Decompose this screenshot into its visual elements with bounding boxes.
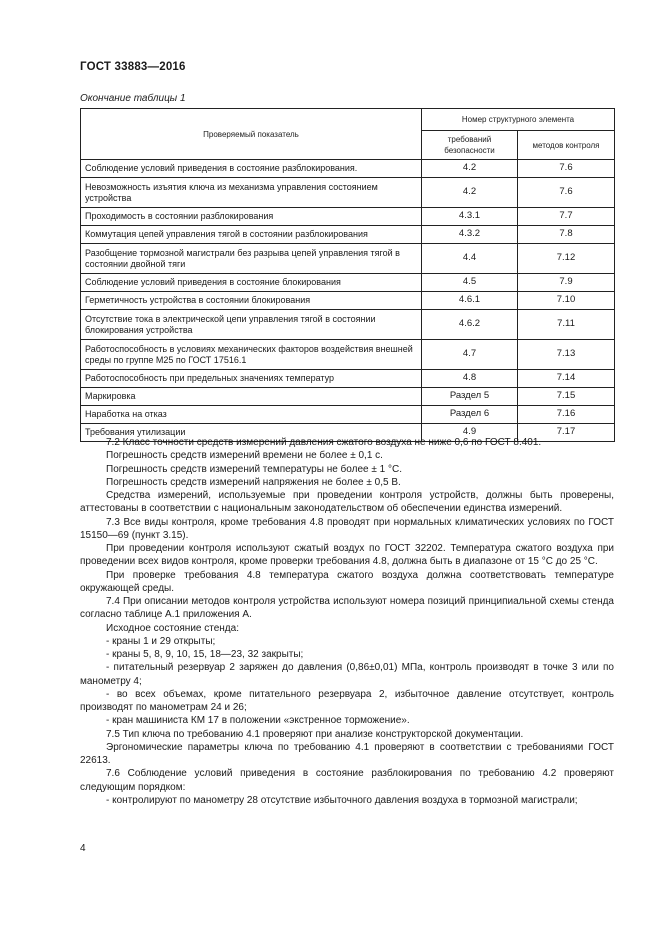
- requirement-cell: Раздел 6: [422, 406, 518, 424]
- list-item: - краны 1 и 29 открыты;: [106, 635, 216, 647]
- indicator-cell: Коммутация цепей управления тягой в состоянии разблокирования: [81, 226, 422, 244]
- paragraph: Средства измерений, используемые при проведении контроля устройств, должны быть проверены, аттестованы в соответствии с национальным законодательством об обеспечении единства измерений.: [80, 490, 614, 515]
- column-header-group: Номер структурного элемента: [422, 109, 615, 131]
- list-item: - контролируют по манометру 28 отсутствие избыточного давления воздуха в тормозной магистрали;: [106, 794, 578, 806]
- indicator-cell: Разобщение тормозной магистрали без разрыва цепей управления тягой в состоянии двойной тяги: [81, 244, 422, 274]
- indicator-cell: Соблюдение условий приведения в состояние разблокирования.: [81, 160, 422, 178]
- requirement-cell: 4.6.1: [422, 292, 518, 310]
- requirement-cell: Раздел 5: [422, 388, 518, 406]
- requirement-cell: 4.9: [422, 424, 518, 442]
- paragraph: Погрешность средств измерений температуры не более ± 1 °С.: [106, 463, 402, 475]
- table-row: [81, 370, 615, 388]
- body-text: [80, 436, 614, 807]
- requirement-cell: 4.7: [422, 340, 518, 370]
- table-row: [81, 388, 615, 406]
- indicator-cell: Работоспособность при предельных значениях температур: [81, 370, 422, 388]
- method-cell: 7.12: [518, 244, 615, 274]
- method-cell: 7.11: [518, 310, 615, 340]
- column-header-methods: методов контроля: [518, 131, 615, 160]
- method-cell: 7.17: [518, 424, 615, 442]
- requirement-cell: 4.8: [422, 370, 518, 388]
- indicator-cell: Наработка на отказ: [81, 406, 422, 424]
- indicator-cell: Герметичность устройства в состоянии блокирования: [81, 292, 422, 310]
- paragraph: Погрешность средств измерений времени не более ± 0,1 с.: [106, 450, 383, 462]
- list-item: - краны 5, 8, 9, 10, 15, 18—23, 32 закрыты;: [106, 649, 304, 660]
- paragraph: Погрешность средств измерений напряжения не более ± 0,5 В.: [106, 476, 401, 488]
- method-cell: 7.6: [518, 160, 615, 178]
- method-cell: 7.14: [518, 370, 615, 388]
- indicator-cell: Невозможность изъятия ключа из механизма управления состоянием устройства: [81, 178, 422, 208]
- list-item: - кран машиниста КМ 17 в положении «экстренное торможение».: [106, 715, 410, 727]
- requirement-cell: 4.5: [422, 274, 518, 292]
- paragraph: 7.5 Тип ключа по требованию 4.1 проверяют при анализе конструкторской документации.: [106, 728, 524, 740]
- method-cell: 7.15: [518, 388, 615, 406]
- list-item: - во всех объемах, кроме питательного резервуара 2, избыточное давление отсутствует, контроль производят по манометрам 24 и 26;: [80, 688, 614, 713]
- paragraph: 7.4 При описании методов контроля устройства используют номера позиций принципиальной схемы стенда согласно таблице А.1 приложения А.: [80, 596, 614, 621]
- requirement-cell: 4.4: [422, 244, 518, 274]
- document-header: ГОСТ 33883—2016: [80, 61, 186, 73]
- paragraph: Эргономические параметры ключа по требованию 4.1 проверяют в соответствии с требованиями ГОСТ 22613.: [80, 741, 614, 766]
- paragraph: 7.3 Все виды контроля, кроме требования 4.8 проводят при нормальных климатических условиях по ГОСТ 15150—69 (пункт 3.15).: [80, 516, 614, 541]
- requirement-cell: 4.2: [422, 160, 518, 178]
- indicator-cell: Проходимость в состоянии разблокирования: [81, 208, 422, 226]
- requirement-cell: 4.6.2: [422, 310, 518, 340]
- indicator-cell: Соблюдение условий приведения в состояние блокирования: [81, 274, 422, 292]
- method-cell: 7.6: [518, 178, 615, 208]
- table-row: [81, 178, 615, 208]
- method-cell: 7.9: [518, 274, 615, 292]
- table-row: [81, 292, 615, 310]
- requirements-table: [80, 108, 615, 442]
- indicator-cell: Работоспособность в условиях механических факторов воздействия внешней среды по группе М25 по ГОСТ 17516.1: [81, 340, 422, 370]
- table-row: [81, 208, 615, 226]
- table-row: [81, 310, 615, 340]
- table-row: [81, 244, 615, 274]
- method-cell: 7.8: [518, 226, 615, 244]
- indicator-cell: Маркировка: [81, 388, 422, 406]
- table-row: [81, 340, 615, 370]
- requirement-cell: 4.3.1: [422, 208, 518, 226]
- table-row: [81, 406, 615, 424]
- indicator-cell: Отсутствие тока в электрической цепи управления тягой в состоянии блокирования устройства: [81, 310, 422, 340]
- method-cell: 7.13: [518, 340, 615, 370]
- method-cell: 7.16: [518, 406, 615, 424]
- method-cell: 7.7: [518, 208, 615, 226]
- column-header-indicator: Проверяемый показатель: [81, 109, 422, 160]
- paragraph: 7.6 Соблюдение условий приведения в состояние разблокирования по требованию 4.2 проверяют следующим порядком:: [80, 768, 614, 793]
- list-item: - питательный резервуар 2 заряжен до давления (0,86±0,01) МПа, контроль производят в точке 3 или по манометру 4;: [80, 662, 614, 687]
- column-header-requirements: требований безопасности: [422, 131, 518, 160]
- paragraph: 7.2 Класс точности средств измерений давления сжатого воздуха не ниже 0,6 по ГОСТ 8.401.: [106, 437, 542, 448]
- table-row: [81, 160, 615, 178]
- requirement-cell: 4.3.2: [422, 226, 518, 244]
- page-number: 4: [80, 843, 86, 854]
- table-row: [81, 226, 615, 244]
- requirement-cell: 4.2: [422, 178, 518, 208]
- paragraph: При проверке требования 4.8 температура сжатого воздуха должна соответствовать температуре окружающей среды.: [80, 569, 614, 594]
- paragraph: Исходное состояние стенда:: [106, 622, 239, 634]
- table-caption: Окончание таблицы 1: [80, 93, 186, 104]
- paragraph: При проведении контроля используют сжатый воздух по ГОСТ 32202. Температура сжатого воздуха при проведении всех видов контроля, кроме проверки требования 4.8, должна быть в диапазоне от 15 °С до 25 °С.: [80, 543, 614, 568]
- indicator-cell: Требования утилизации: [81, 424, 422, 442]
- method-cell: 7.10: [518, 292, 615, 310]
- table-row: [81, 274, 615, 292]
